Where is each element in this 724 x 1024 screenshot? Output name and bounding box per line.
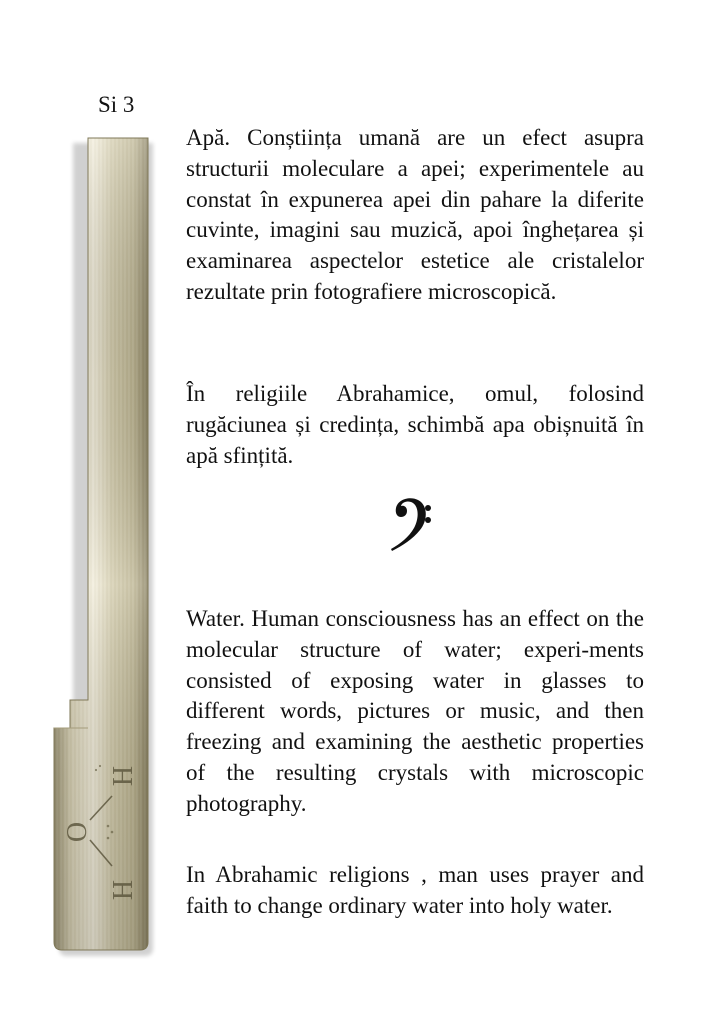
page-label: Si 3 <box>98 92 135 117</box>
paragraph-english-2: In Abrahamic religions , man uses prayer and faith to change ordinary water into holy water. <box>186 862 644 918</box>
paragraph-english-1: Water. Human consciousness has an effect on the molecular structure of water; experi-ments consisted of exposing water in glasses to different words, pictures or music, and then freezing and examining the aesthetic properties of the resulting crystals with microscopic photography. <box>186 606 644 816</box>
hydrogen-bottom-label: H <box>108 879 139 901</box>
hydrogen-top-label: H <box>108 765 139 787</box>
paragraph-romanian-2: În religiile Abrahamice, omul, folosind rugăciunea și credința, schimbă apa obișnuită în apă sfințită. <box>186 381 644 468</box>
oxygen-label: O <box>62 821 93 843</box>
paragraph-romanian-1: Apă. Conștiința umană are un efect asupra structurii moleculare a apei; experimentele au constat în expunerea apei din pahare la diferite cuvinte, imagini sau muzică, apoi înghețarea și examinarea aspectelor estetice ale cristalelor rezultate prin fotografiere microscopică. <box>186 125 644 304</box>
bass-clef-icon <box>388 494 436 554</box>
metal-tuning-bar-image <box>0 0 160 960</box>
